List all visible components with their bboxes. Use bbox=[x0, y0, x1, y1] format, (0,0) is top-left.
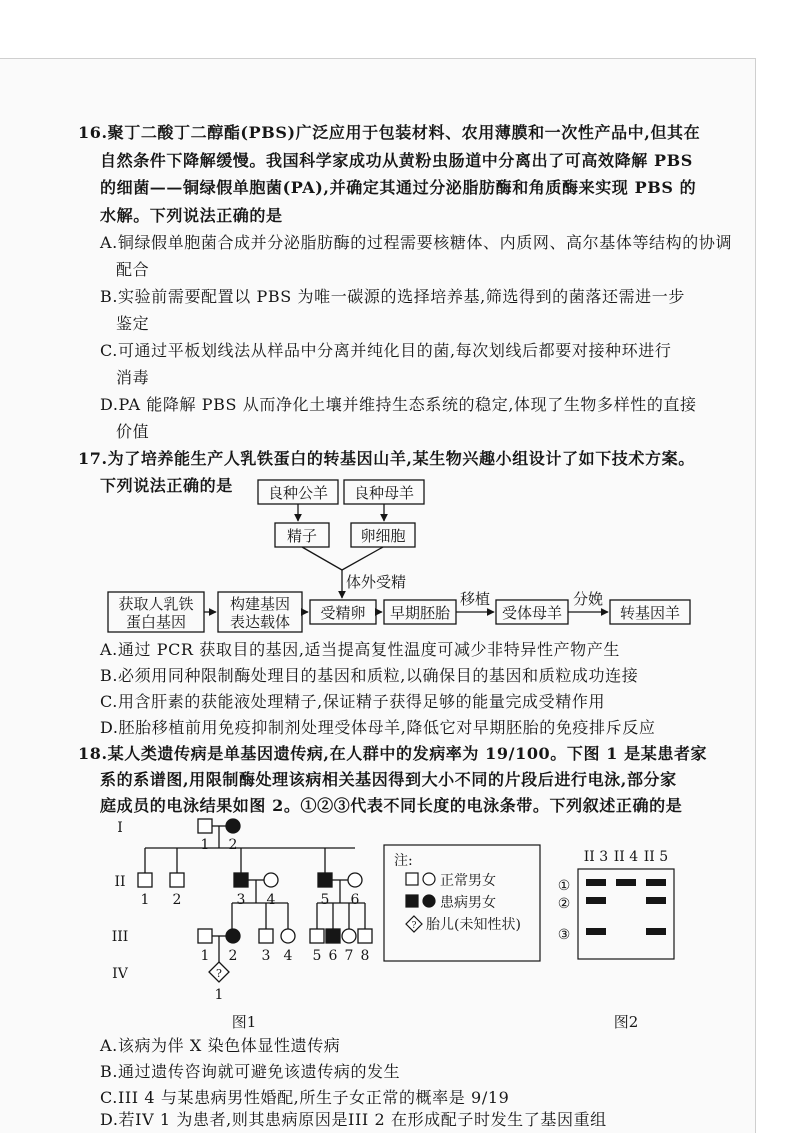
fetus-question-mark: ? bbox=[216, 967, 222, 980]
I-2-label: 2 bbox=[228, 837, 238, 853]
legend-affected-text: 患病男女 bbox=[440, 895, 496, 911]
pedigree-II3 bbox=[234, 873, 248, 887]
legend-affected-male-icon bbox=[406, 895, 418, 907]
figure-2-caption: 图2 bbox=[613, 1013, 639, 1031]
legend-normal-female-icon bbox=[423, 873, 435, 885]
q17-option-d: D.胚胎移植前用免疫抑制剂处理受体母羊,降低它对早期胚胎的免疫排斥反应 bbox=[100, 718, 656, 737]
pedigree-III5 bbox=[310, 929, 324, 943]
III-1-label: 1 bbox=[200, 948, 210, 964]
II-4-label: 4 bbox=[266, 892, 276, 908]
q17-stem-line-1: 17.为了培养能生产人乳铁蛋白的转基因山羊,某生物兴趣小组设计了如下技术方案。 bbox=[78, 449, 695, 468]
q16-option-c-cont: 消毒 bbox=[116, 368, 150, 387]
q17-option-c: C.用含肝素的获能液处理精子,保证精子获得足够的能量完成受精作用 bbox=[100, 692, 606, 711]
gel-lane-II4: II 4 bbox=[613, 849, 639, 865]
III-3-label: 3 bbox=[261, 948, 271, 964]
II-3-label: 3 bbox=[236, 892, 246, 908]
III-4-label: 4 bbox=[283, 948, 293, 964]
legend-title: 注: bbox=[394, 853, 413, 869]
III-7-label: 7 bbox=[344, 948, 354, 964]
q18-stem-line-1: 18.某人类遗传病是单基因遗传病,在人群中的发病率为 19/100。下图 1 是某患者家 bbox=[78, 744, 708, 763]
pedigree-II4 bbox=[264, 873, 278, 887]
band-label-3: ③ bbox=[557, 927, 571, 943]
q16-stem-line-4: 水解。下列说法正确的是 bbox=[100, 206, 283, 225]
gel-band-II5-2 bbox=[646, 897, 666, 904]
III-6-label: 6 bbox=[328, 948, 338, 964]
legend-fetus-text: 胎儿(未知性状) bbox=[426, 917, 521, 933]
gel-band-II5-1 bbox=[646, 879, 666, 886]
pedigree-II5 bbox=[318, 873, 332, 887]
gel-band-II4-1 bbox=[616, 879, 636, 886]
flow-vector-line-1: 构建基因 bbox=[229, 595, 291, 613]
q18-option-a: A.该病为伴 X 染色体显性遗传病 bbox=[100, 1036, 341, 1055]
legend-affected-female-icon bbox=[423, 895, 435, 907]
q16-stem-line-2: 自然条件下降解缓慢。我国科学家成功从黄粉虫肠道中分离出了可高效降解 PBS bbox=[100, 151, 693, 170]
q18-option-b: B.通过遗传咨询就可避免该遗传病的发生 bbox=[100, 1062, 401, 1081]
gel-lane-II3: II 3 bbox=[583, 849, 609, 865]
flow-transgenic-goat: 转基因羊 bbox=[619, 604, 681, 622]
legend-normal-male-icon bbox=[406, 873, 418, 885]
pedigree-III3 bbox=[259, 929, 273, 943]
q16-option-b-cont: 鉴定 bbox=[116, 314, 150, 333]
q16-stem-line-1: 16.聚丁二酸丁二醇酯(PBS)广泛应用于包装材料、农用薄膜和一次性产品中,但其在 bbox=[78, 123, 701, 142]
q16-option-d-cont: 价值 bbox=[116, 422, 150, 441]
q18-option-c: C.III 4 与某患病男性婚配,所生子女正常的概率是 9/19 bbox=[100, 1088, 510, 1107]
III-2-label: 2 bbox=[228, 948, 238, 964]
flow-zygote: 受精卵 bbox=[320, 604, 366, 622]
q16-option-a-cont: 配合 bbox=[116, 260, 150, 279]
gen-III-label: III bbox=[111, 929, 129, 945]
II-1-label: 1 bbox=[140, 892, 150, 908]
flow-birth-label: 分娩 bbox=[572, 590, 604, 608]
legend-fetus-mark: ? bbox=[411, 921, 417, 931]
II-5-label: 5 bbox=[320, 892, 330, 908]
gel-lane-II5: II 5 bbox=[643, 849, 669, 865]
flow-male-goat: 良种公羊 bbox=[267, 484, 329, 502]
gel-band-II3-3 bbox=[586, 928, 606, 935]
flow-ivf-label: 体外受精 bbox=[346, 573, 407, 591]
pedigree-III4 bbox=[281, 929, 295, 943]
band-label-1: ① bbox=[557, 878, 571, 894]
q16-option-d: D.PA 能降解 PBS 从而净化土壤并维持生态系统的稳定,体现了生物多样性的直接 bbox=[100, 395, 697, 414]
flow-early-embryo: 早期胚胎 bbox=[389, 604, 451, 622]
gel-band-II3-1 bbox=[586, 879, 606, 886]
flow-sperm: 精子 bbox=[286, 527, 318, 545]
gel-band-II5-3 bbox=[646, 928, 666, 935]
q18-option-d: D.若IV 1 为患者,则其患病原因是III 2 在形成配子时发生了基因重组 bbox=[100, 1110, 607, 1129]
III-5-label: 5 bbox=[312, 948, 322, 964]
pedigree-III2 bbox=[226, 929, 240, 943]
pedigree-II6 bbox=[348, 873, 362, 887]
IV-1-label: 1 bbox=[214, 987, 224, 1003]
q16-option-c: C.可通过平板划线法从样品中分离并纯化目的菌,每次划线后都要对接种环进行 bbox=[100, 341, 672, 360]
q17-option-a: A.通过 PCR 获取目的基因,适当提高复性温度可减少非特异性产物产生 bbox=[100, 640, 620, 659]
q17-stem-line-2: 下列说法正确的是 bbox=[100, 476, 233, 495]
gen-I-label: I bbox=[117, 820, 123, 836]
band-label-2: ② bbox=[557, 896, 571, 912]
legend-normal-text: 正常男女 bbox=[440, 873, 496, 889]
flow-female-goat: 良种母羊 bbox=[353, 484, 415, 502]
III-8-label: 8 bbox=[360, 948, 370, 964]
pedigree-III7 bbox=[342, 929, 356, 943]
pedigree-I2 bbox=[226, 819, 240, 833]
flow-transfer-label: 移植 bbox=[459, 590, 491, 608]
pedigree-III6 bbox=[326, 929, 340, 943]
II-6-label: 6 bbox=[350, 892, 360, 908]
pedigree-II2 bbox=[170, 873, 184, 887]
flow-recipient: 受体母羊 bbox=[501, 604, 563, 622]
pedigree-III8 bbox=[358, 929, 372, 943]
q16-option-a: A.铜绿假单胞菌合成并分泌脂肪酶的过程需要核糖体、内质网、高尔基体等结构的协调 bbox=[100, 233, 733, 252]
q18-stem-line-3: 庭成员的电泳结果如图 2。①②③代表不同长度的电泳条带。下列叙述正确的是 bbox=[100, 796, 683, 815]
flow-gene-line-1: 获取人乳铁 bbox=[118, 595, 194, 613]
II-2-label: 2 bbox=[172, 892, 182, 908]
gen-II-label: II bbox=[114, 874, 126, 890]
flow-gene-line-2: 蛋白基因 bbox=[125, 613, 187, 631]
flow-egg: 卵细胞 bbox=[360, 527, 406, 545]
I-1-label: 1 bbox=[200, 837, 210, 853]
q16-stem-line-3: 的细菌——铜绿假单胞菌(PA),并确定其通过分泌脂肪酶和角质酶来实现 PBS 的 bbox=[100, 178, 697, 197]
pedigree-III1 bbox=[198, 929, 212, 943]
q16-option-b: B.实验前需要配置以 PBS 为唯一碳源的选择培养基,筛选得到的菌落还需进一步 bbox=[100, 287, 685, 306]
q17-flowchart bbox=[0, 470, 755, 644]
figure-1-caption: 图1 bbox=[231, 1013, 257, 1031]
q18-stem-line-2: 系的系谱图,用限制酶处理该病相关基因得到大小不同的片段后进行电泳,部分家 bbox=[100, 770, 677, 789]
q17-option-b: B.必须用同种限制酶处理目的基因和质粒,以确保目的基因和质粒成功连接 bbox=[100, 666, 639, 685]
pedigree-I1 bbox=[198, 819, 212, 833]
gen-IV-label: IV bbox=[112, 966, 128, 982]
flow-vector-line-2: 表达载体 bbox=[229, 613, 291, 631]
top-margin bbox=[0, 0, 800, 58]
q18-figures bbox=[0, 815, 755, 1039]
pedigree-II1 bbox=[138, 873, 152, 887]
gel-band-II3-2 bbox=[586, 897, 606, 904]
